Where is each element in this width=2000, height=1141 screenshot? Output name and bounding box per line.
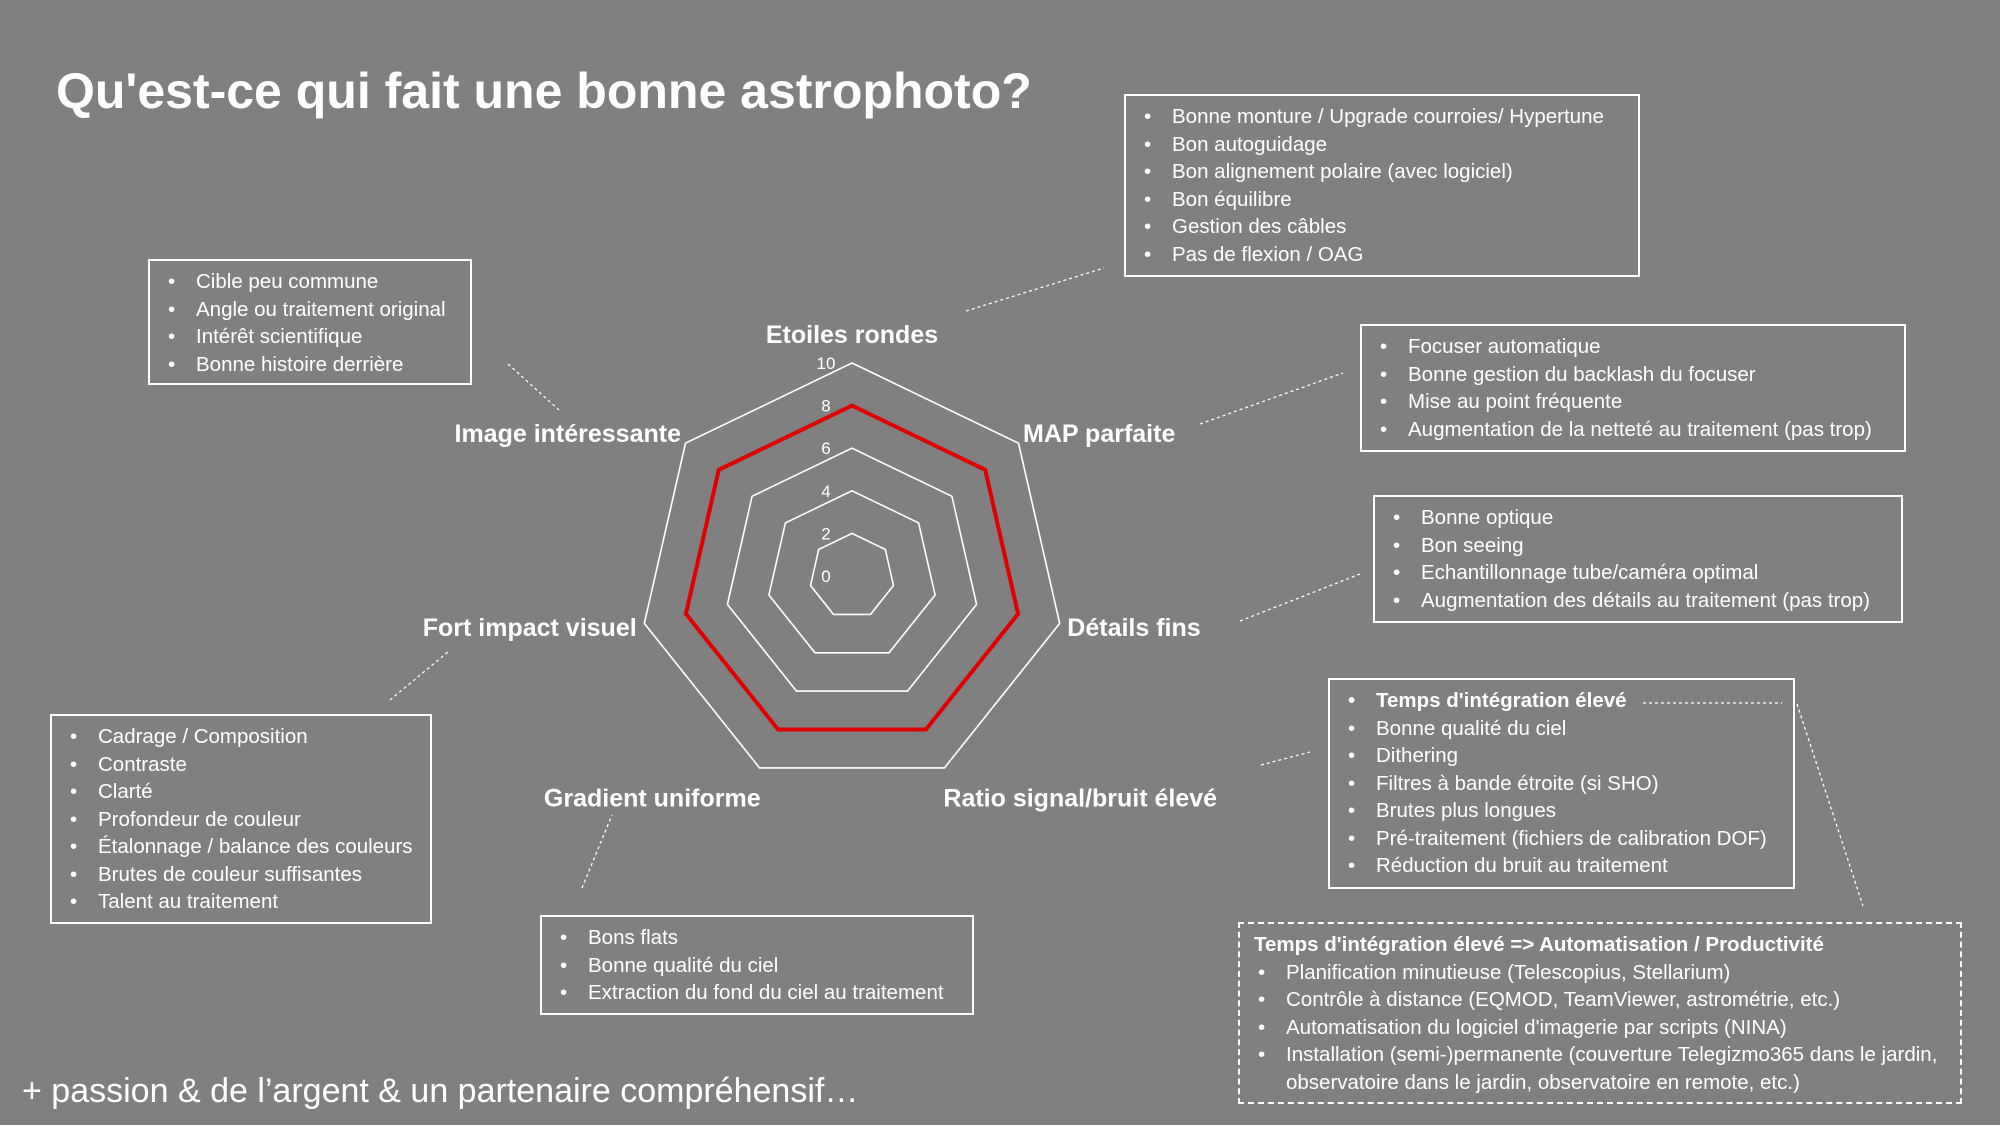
radar-tick-label: 10	[816, 354, 836, 373]
radar-category-label: Etoiles rondes	[765, 321, 939, 349]
box-details-item: • Bon seeing	[1389, 532, 1891, 560]
radar-category-label: MAP parfaite	[1023, 420, 1176, 449]
box-etoiles-item: • Bon autoguidage	[1140, 131, 1628, 159]
box-etoiles-item: • Pas de flexion / OAG	[1140, 241, 1628, 269]
box-image-item: • Bonne histoire derrière	[164, 351, 460, 379]
connector-details	[1240, 574, 1360, 621]
connector-map	[1200, 373, 1343, 424]
box-automatisation-heading: Temps d'intégration élevé => Automatisation / Productivité	[1254, 933, 1824, 956]
connector-automation	[1797, 704, 1863, 906]
box-etoiles-item: • Bon équilibre	[1140, 186, 1628, 214]
slide-title: Qu'est-ce qui fait une bonne astrophoto?	[56, 63, 1032, 119]
box-signal-item: • Temps d'intégration élevé	[1344, 687, 1783, 715]
box-image-interessante	[148, 259, 472, 385]
box-automatisation	[1238, 922, 1962, 1104]
radar-tick-label: 2	[821, 524, 831, 544]
box-map-item: • Mise au point fréquente	[1376, 388, 1894, 416]
box-signal-item: • Filtres à bande étroite (si SHO)	[1344, 770, 1783, 798]
radar-tick-label: 8	[821, 396, 831, 416]
box-signal-item: • Pré-traitement (fichiers de calibration DOF)	[1344, 825, 1783, 853]
box-map-parfaite	[1360, 324, 1906, 452]
radar-category-label: Image intéressante	[454, 420, 681, 449]
box-impact-item: • Profondeur de couleur	[66, 806, 420, 834]
box-automatisation-item: • Planification minutieuse (Telescopius, Stellarium)	[1254, 959, 1950, 987]
radar-category-label: Fort impact visuel	[422, 614, 637, 642]
box-automatisation-item: • Installation (semi-)permanente (couverture Telegizmo365 dans le jardin, observatoire dans le jardin, observatoire en remote, etc.)	[1254, 1041, 1950, 1096]
box-map-item: • Focuser automatique	[1376, 333, 1894, 361]
box-signal-list	[1344, 687, 1783, 880]
box-etoiles-rondes	[1124, 94, 1640, 277]
radar-category-label: Gradient uniforme	[543, 784, 761, 813]
box-details-item: • Augmentation des détails au traitement (pas trop)	[1389, 587, 1891, 615]
box-map-list	[1376, 333, 1894, 443]
box-signal-bruit	[1328, 678, 1795, 889]
box-impact-list	[66, 723, 420, 916]
box-impact-item: • Clarté	[66, 778, 420, 806]
box-signal-item: • Dithering	[1344, 742, 1783, 770]
box-details-fins	[1373, 495, 1903, 623]
radar-tick-label: 4	[821, 481, 831, 501]
box-fort-impact-visuel	[50, 714, 432, 924]
box-gradient-item: • Extraction du fond du ciel au traitement	[556, 979, 962, 1007]
box-image-item: • Intérêt scientifique	[164, 323, 460, 351]
box-image-item: • Angle ou traitement original	[164, 296, 460, 324]
radar-tick-label: 0	[821, 567, 831, 586]
box-map-item: • Augmentation de la netteté au traitement (pas trop)	[1376, 416, 1894, 444]
radar-grid-ring	[769, 491, 935, 653]
box-image-item: • Cible peu commune	[164, 268, 460, 296]
box-signal-item: • Bonne qualité du ciel	[1344, 715, 1783, 743]
box-impact-item: • Étalonnage / balance des couleurs	[66, 833, 420, 861]
box-impact-item: • Brutes de couleur suffisantes	[66, 861, 420, 889]
box-gradient-uniforme	[540, 915, 974, 1015]
connector-signal	[1261, 752, 1310, 765]
radar-grid	[644, 363, 1059, 768]
box-impact-item: • Cadrage / Composition	[66, 723, 420, 751]
box-gradient-item: • Bonne qualité du ciel	[556, 952, 962, 980]
box-automatisation-item: • Automatisation du logiciel d'imagerie par scripts (NINA)	[1254, 1014, 1950, 1042]
box-details-list	[1389, 504, 1891, 614]
connector-impact	[390, 652, 448, 700]
radar-tick-label: 6	[821, 439, 831, 459]
radar-grid-ring	[644, 363, 1059, 768]
connector-image	[508, 364, 559, 410]
box-details-item: • Bonne optique	[1389, 504, 1891, 532]
box-details-item: • Echantillonnage tube/caméra optimal	[1389, 559, 1891, 587]
box-impact-item: • Talent au traitement	[66, 888, 420, 916]
box-image-list	[164, 268, 460, 378]
box-gradient-item: • Bons flats	[556, 924, 962, 952]
box-etoiles-item: • Bonne monture / Upgrade courroies/ Hypertune	[1140, 103, 1628, 131]
connector-gradient	[582, 815, 612, 888]
box-signal-item: • Brutes plus longues	[1344, 797, 1783, 825]
box-gradient-list	[556, 924, 962, 1007]
radar-category-label: Ratio signal/bruit élevé	[943, 784, 1218, 813]
box-etoiles-item: • Bon alignement polaire (avec logiciel)	[1140, 158, 1628, 186]
box-signal-item: • Réduction du bruit au traitement	[1344, 852, 1783, 880]
slide-footer: + passion & de l’argent & un partenaire compréhensif…	[22, 1072, 859, 1110]
radar-grid-ring	[727, 448, 976, 691]
box-automatisation-item: • Contrôle à distance (EQMOD, TeamViewer, astrométrie, etc.)	[1254, 986, 1950, 1014]
box-map-item: • Bonne gestion du backlash du focuser	[1376, 361, 1894, 389]
radar-category-label: Détails fins	[1067, 614, 1201, 642]
radar-tick-labels	[817, 354, 836, 586]
radar-category-labels	[423, 321, 1217, 812]
box-etoiles-list	[1140, 103, 1628, 268]
box-automatisation-list	[1254, 959, 1950, 1097]
box-etoiles-item: • Gestion des câbles	[1140, 213, 1628, 241]
box-impact-item: • Contraste	[66, 751, 420, 779]
connector-etoiles	[966, 268, 1104, 311]
